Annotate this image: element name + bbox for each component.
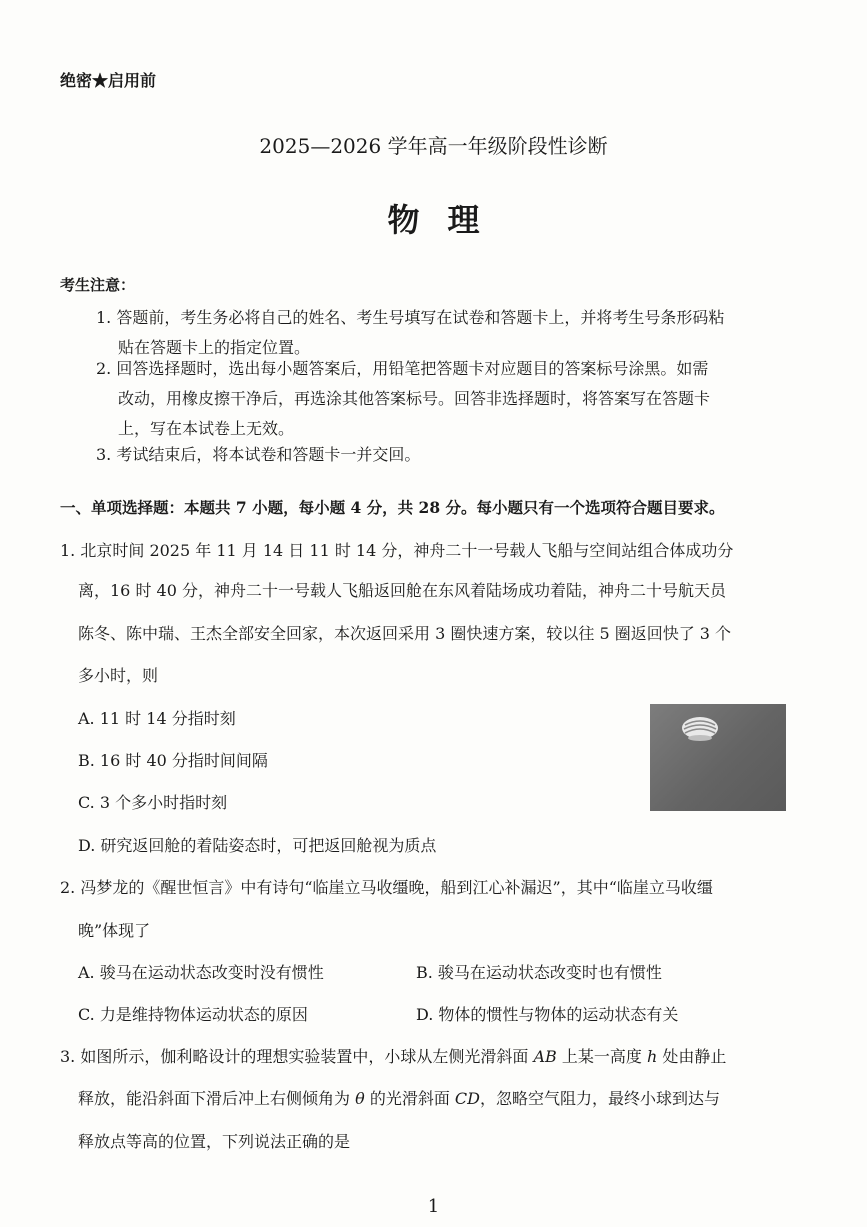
exam-title: 2025—2026 学年高一年级阶段性诊断 (259, 134, 608, 158)
notice-line: 3. 考试结束后，将本试卷和答题卡一并交回。 (96, 445, 421, 464)
q3-text: ，忽略空气阻力，最终小球到达与 (480, 1089, 721, 1108)
question-1-stem: 1. 北京时间 2025 年 11 月 14 日 11 时 14 分，神舟二十一号载人飞船与空间站组合体成功分 (60, 541, 734, 560)
question-3-stem (60, 1044, 726, 1067)
question-1-stem: 陈冬、陈中瑞、王杰全部安全回家，本次返回采用 3 圈快速方案，较以往 5 圈返回快了 3 个 (78, 624, 732, 643)
q3-var-theta: θ (355, 1089, 365, 1108)
question-1-stem: 多小时，则 (78, 666, 159, 685)
section-heading: 一、单项选择题：本题共 7 小题，每小题 4 分，共 28 分。每小题只有一个选项符合题目要求。 (60, 498, 725, 517)
question-2-stem: 2. 冯梦龙的《醒世恒言》中有诗句“临崖立马收缰晚，船到江心补漏迟”，其中“临崖立马收缰 (60, 878, 713, 897)
notice-line: 贴在答题卡上的指定位置。 (118, 338, 311, 357)
q3-text: 上某一高度 (556, 1047, 647, 1066)
q3-text: 的光滑斜面 (364, 1089, 455, 1108)
question-1-stem: 离，16 时 40 分，神舟二十一号载人飞船返回舱在东风着陆场成功着陆，神舟二十号航天员 (78, 581, 726, 600)
subject-title: 物理 (387, 201, 508, 239)
page-number: 1 (427, 1196, 440, 1217)
notice-line: 1. 答题前，考生务必将自己的姓名、考生号填写在试卷和答题卡上，并将考生号条形码粘 (96, 308, 725, 327)
question-1-option-c: C. 3 个多小时指时刻 (78, 793, 228, 812)
question-2-stem: 晚”体现了 (78, 921, 151, 940)
q3-var-ab: AB (533, 1047, 557, 1066)
question-3-stem (78, 1086, 720, 1109)
question-1-option-d: D. 研究返回舱的着陆姿态时，可把返回舱视为质点 (78, 836, 437, 855)
question-1-option-b: B. 16 时 40 分指时间间隔 (78, 751, 268, 770)
notice-title: 考生注意： (60, 276, 136, 294)
notice-line: 2. 回答选择题时，选出每小题答案后，用铅笔把答题卡对应题目的答案标号涂黑。如需 (96, 359, 709, 378)
question-2-option-b: B. 骏马在运动状态改变时也有惯性 (416, 963, 662, 982)
confidential-mark: 绝密★启用前 (60, 71, 157, 90)
q3-text: 释放，能沿斜面下滑后冲上右侧倾角为 (78, 1089, 356, 1108)
question-1-option-a: A. 11 时 14 分指时刻 (78, 709, 236, 728)
q3-text: 3. 如图所示，伽利略设计的理想实验装置中，小球从左侧光滑斜面 (60, 1047, 534, 1066)
question-2-option-d: D. 物体的惯性与物体的运动状态有关 (416, 1005, 679, 1024)
q3-var-h: h (646, 1047, 658, 1066)
notice-line: 改动，用橡皮擦干净后，再选涂其他答案标号。回答非选择题时，将答案写在答题卡 (118, 389, 711, 408)
q3-var-cd: CD (454, 1089, 480, 1108)
capsule-icon (680, 714, 720, 742)
question-3-stem: 释放点等高的位置，下列说法正确的是 (78, 1132, 351, 1151)
question-2-option-c: C. 力是维持物体运动状态的原因 (78, 1005, 308, 1024)
question-2-option-a: A. 骏马在运动状态改变时没有惯性 (78, 963, 324, 982)
q3-text: 处由静止 (657, 1047, 727, 1066)
return-capsule-photo (650, 704, 786, 811)
notice-line: 上，写在本试卷上无效。 (118, 419, 295, 438)
